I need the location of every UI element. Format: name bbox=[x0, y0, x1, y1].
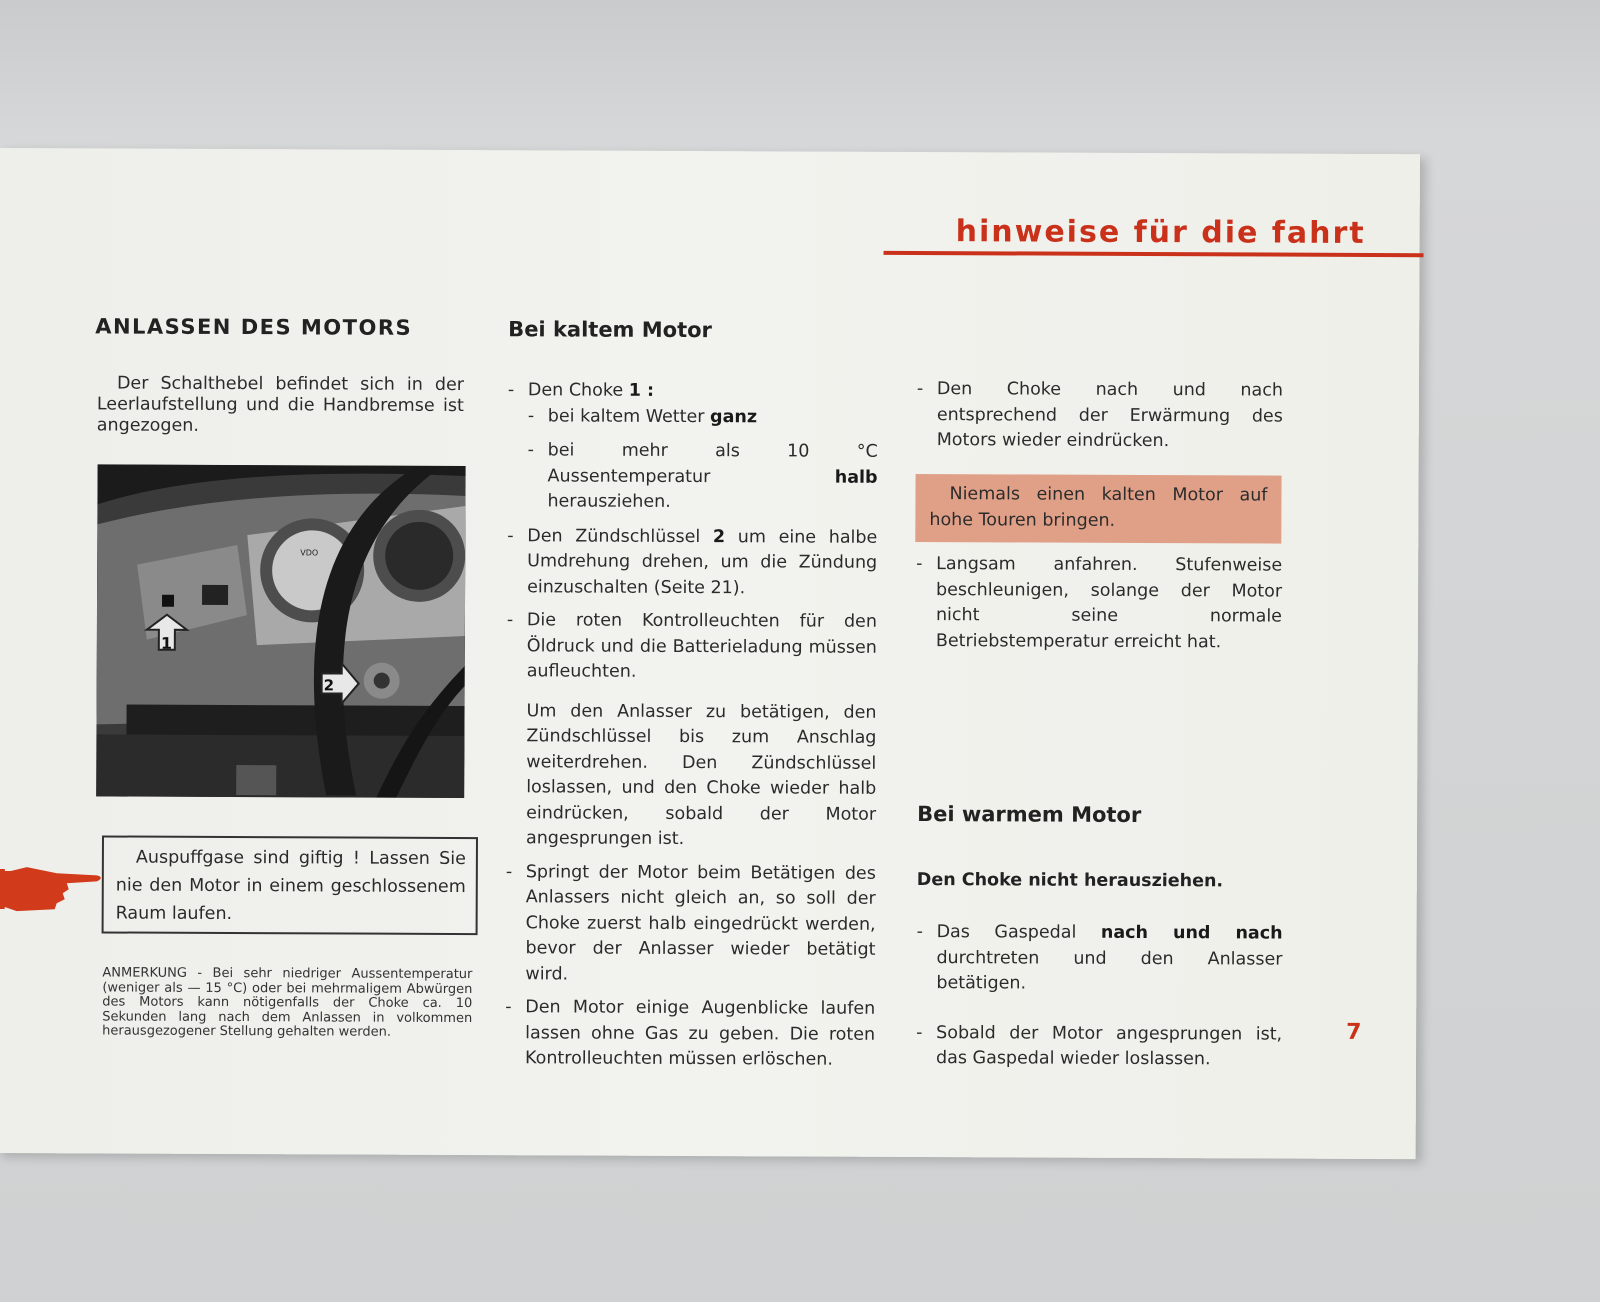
warm-engine-steps bbox=[916, 920, 1283, 1081]
dashboard-illustration bbox=[96, 464, 465, 798]
step-choke bbox=[508, 378, 878, 405]
slow-start-step bbox=[916, 552, 1282, 664]
warm-subheading: Den Choke nicht herausziehen. bbox=[916, 870, 1224, 892]
key-text: Den Zündschlüssel bbox=[527, 525, 713, 547]
section-rule bbox=[884, 251, 1424, 257]
step-gas-pedal bbox=[916, 920, 1282, 998]
step-release-gas bbox=[916, 1021, 1282, 1074]
lamps-text: Die roten Kontrolleuchten für den Öldruck und die Batterieladung müssen aufleuchten. bbox=[526, 610, 877, 682]
sub-step-above-10c bbox=[507, 438, 877, 516]
release-text: Sobald der Motor angesprungen ist, das Gaspedal wieder loslassen. bbox=[935, 1022, 1283, 1070]
push-choke-text: Den Choke nach und nach entsprechend der Erwärmung des Motors wieder eindrücken. bbox=[936, 379, 1283, 452]
high-revs-text: Niemals einen kalten Motor auf hohe Touren bringen. bbox=[929, 484, 1268, 531]
key-number: 2 bbox=[712, 526, 726, 547]
step-warning-lamps bbox=[507, 608, 877, 686]
heading-warm-engine: Bei warmem Motor bbox=[917, 802, 1142, 827]
intro-paragraph: Der Schalthebel befindet sich in der Leerlaufstellung und die Handbremse ist angezogen. bbox=[96, 373, 465, 436]
sub2-bold: halb bbox=[834, 467, 878, 488]
sub-step-cold-weather bbox=[508, 404, 878, 431]
cold-engine-steps bbox=[505, 378, 878, 1081]
starter-paragraph: Um den Anlasser zu betätigen, den Zündschlüssel bis zum Anschlag weiterdrehen. Den Zündschlüssel loslassen, und den Choke wieder halb eindrücken, sobald der Motor angesprungen ist. bbox=[525, 700, 877, 849]
step-idle bbox=[505, 995, 875, 1073]
gauge-text: VDO bbox=[300, 548, 319, 558]
choke-number: 1 bbox=[628, 380, 641, 401]
pointing-hand-icon bbox=[0, 863, 105, 913]
step-not-starting bbox=[505, 860, 876, 989]
high-revs-warning bbox=[915, 474, 1281, 544]
gas-post: durchtreten und den Anlasser betätigen. bbox=[936, 947, 1283, 994]
section-title: hinweise für die fahrt bbox=[955, 214, 1366, 251]
sub1-bold: ganz bbox=[710, 406, 758, 427]
dashboard-photo bbox=[96, 464, 465, 798]
notstart-text: Springt der Motor beim Betätigen des Anlassers nicht gleich an, so soll der Choke zuerst halb eingedrückt werden, bevor der Anlasser wieder betätigt wird. bbox=[525, 861, 876, 984]
sub2-post: herausziehen. bbox=[547, 491, 671, 512]
note-text: ANMERKUNG - Bei sehr niedriger Aussentemperatur (weniger als — 15 °C) oder bei mehrmaligem Abwürgen des Motors kann nötigenfalls der Choke ca. 10 Sekunden lang nach dem Anlassen in volkommen herausgezogener Stellung gehalten werden. bbox=[102, 965, 473, 1040]
idle-text: Den Motor einige Augenblicke laufen lassen ohne Gas zu geben. Die roten Kontrolleuchten müssen erlöschen. bbox=[524, 997, 876, 1070]
step-slow-start bbox=[916, 552, 1282, 656]
sub1-text: bei kaltem Wetter bbox=[547, 405, 711, 427]
sub2-text: bei mehr als 10 °C Aussentemperatur bbox=[547, 440, 878, 488]
manual-page bbox=[0, 148, 1420, 1159]
gas-bold: nach und nach bbox=[1100, 922, 1283, 944]
heading-anlassen: ANLASSEN DES MOTORS bbox=[95, 314, 413, 340]
exhaust-warning-text: Auspuffgase sind giftig ! Lassen Sie nie den Motor in einem geschlossenem Raum laufen. bbox=[115, 847, 466, 925]
exhaust-warning-box bbox=[102, 835, 478, 935]
push-choke-step bbox=[917, 377, 1283, 463]
step-push-choke bbox=[917, 377, 1283, 455]
section-header bbox=[884, 214, 1426, 257]
choke-text: Den Choke bbox=[527, 380, 629, 401]
key-post: um eine halbe Umdrehung drehen, um die Zündung einzuschalten (Seite 21). bbox=[527, 526, 878, 598]
step-ignition-key bbox=[507, 524, 877, 602]
heading-cold-engine: Bei kaltem Motor bbox=[508, 317, 712, 343]
intro-text bbox=[97, 373, 464, 446]
slow-start-text: Langsam anfahren. Stufenweise beschleunigen, solange der Motor nicht seine normale Betriebstemperatur erreicht hat. bbox=[935, 554, 1283, 652]
photo-label-1: 1 bbox=[160, 633, 173, 653]
photo-label-2: 2 bbox=[323, 676, 335, 695]
page-number: 7 bbox=[1346, 1019, 1362, 1045]
choke-colon: : bbox=[640, 380, 655, 401]
gas-text: Das Gaspedal bbox=[936, 922, 1101, 943]
